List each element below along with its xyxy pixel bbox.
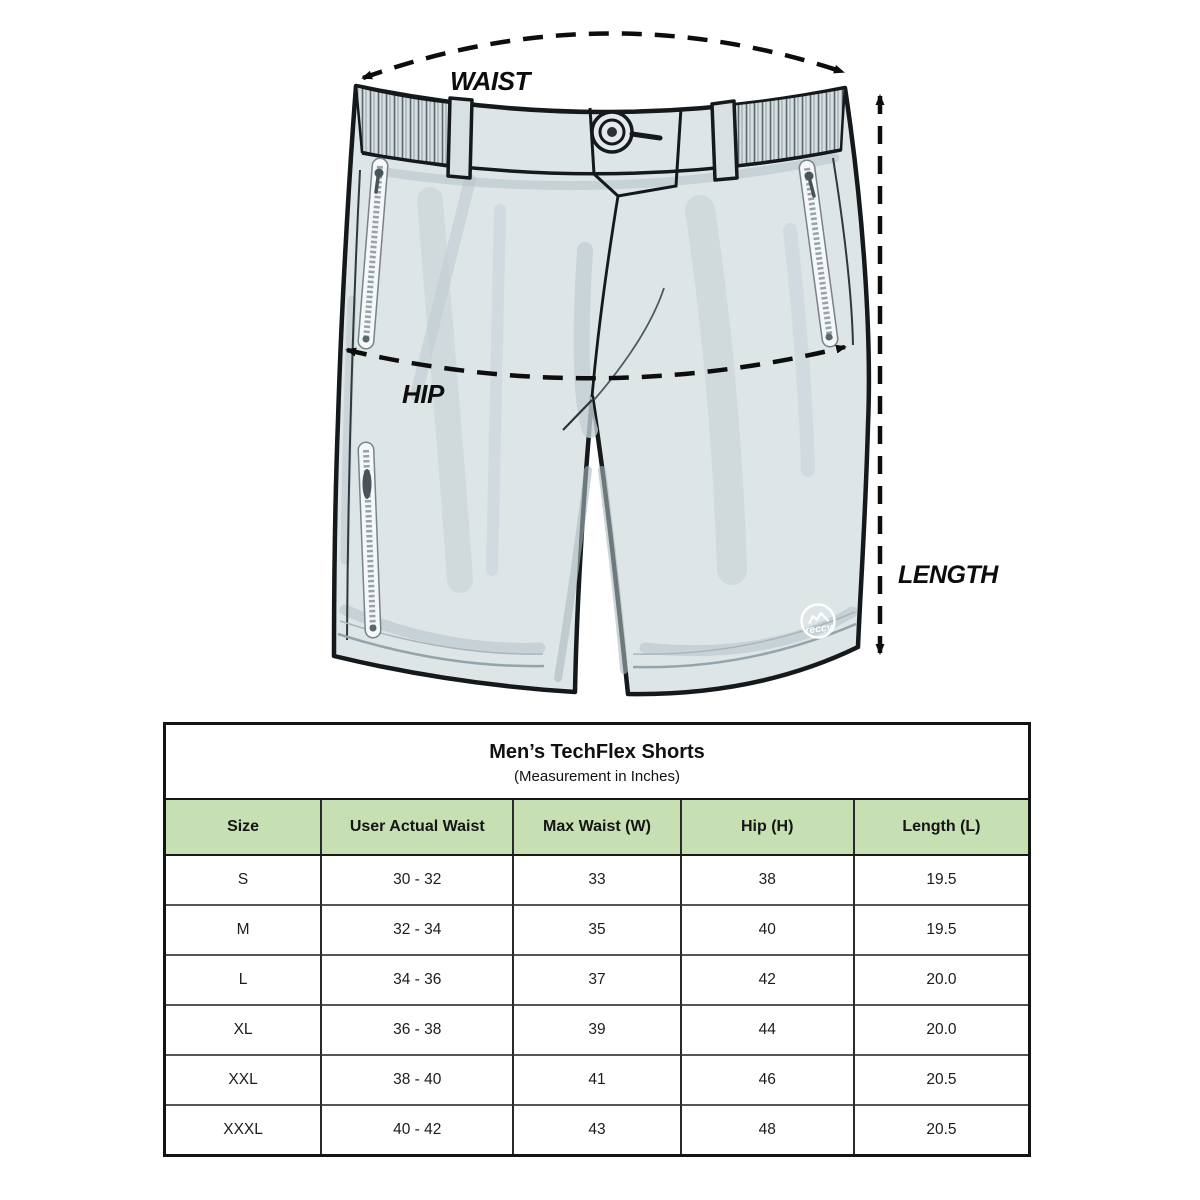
logo-text: reccy <box>804 621 834 637</box>
cell-max-waist: 35 <box>513 905 680 955</box>
belt-loop-left <box>448 98 472 178</box>
cell-user-waist: 40 - 42 <box>321 1105 513 1154</box>
cell-length: 19.5 <box>854 855 1028 905</box>
chart-title-block <box>166 725 1028 800</box>
cell-size: L <box>166 955 321 1005</box>
header-row <box>166 800 1028 855</box>
cell-size: XXL <box>166 1055 321 1105</box>
table-row-s <box>166 855 1028 905</box>
zipper-left-lower <box>363 450 377 632</box>
cell-user-waist: 38 - 40 <box>321 1055 513 1105</box>
col-header-size: Size <box>166 800 321 855</box>
cell-length: 20.0 <box>854 955 1028 1005</box>
cell-max-waist: 33 <box>513 855 680 905</box>
length-label: LENGTH <box>898 561 998 589</box>
zipper-pull <box>805 172 814 181</box>
size-chart <box>163 722 1031 1157</box>
cell-length: 20.0 <box>854 1005 1028 1055</box>
cell-hip: 48 <box>681 1105 854 1154</box>
belt-loop-right <box>712 101 737 180</box>
cell-hip: 46 <box>681 1055 854 1105</box>
cell-user-waist: 32 - 34 <box>321 905 513 955</box>
cell-size: XL <box>166 1005 321 1055</box>
table-row-xxxl <box>166 1105 1028 1154</box>
table-row-l <box>166 955 1028 1005</box>
table-row-xl <box>166 1005 1028 1055</box>
cell-max-waist: 43 <box>513 1105 680 1154</box>
cell-size: M <box>166 905 321 955</box>
cell-length: 20.5 <box>854 1055 1028 1105</box>
cell-max-waist: 39 <box>513 1005 680 1055</box>
cell-length: 19.5 <box>854 905 1028 955</box>
cell-max-waist: 37 <box>513 955 680 1005</box>
col-header-hip: Hip (H) <box>681 800 854 855</box>
cell-hip: 42 <box>681 955 854 1005</box>
zipper-pull <box>363 469 372 499</box>
col-header-length: Length (L) <box>854 800 1028 855</box>
chart-subtitle: (Measurement in Inches) <box>514 768 680 785</box>
table-row-xxl <box>166 1055 1028 1105</box>
cell-max-waist: 41 <box>513 1055 680 1105</box>
cell-user-waist: 30 - 32 <box>321 855 513 905</box>
col-header-user-actual-waist: User Actual Waist <box>321 800 513 855</box>
cell-hip: 40 <box>681 905 854 955</box>
cell-size: XXXL <box>166 1105 321 1154</box>
cell-hip: 38 <box>681 855 854 905</box>
table-row-m <box>166 905 1028 955</box>
hip-label: HIP <box>402 379 444 409</box>
cell-user-waist: 34 - 36 <box>321 955 513 1005</box>
cell-size: S <box>237 871 249 888</box>
cell-user-waist: 36 - 38 <box>321 1005 513 1055</box>
chart-title: Men’s TechFlex Shorts <box>489 741 705 763</box>
zipper-pull <box>375 169 384 178</box>
size-table <box>166 800 1028 1154</box>
waist-measure-arc <box>363 33 843 78</box>
cell-length: 20.5 <box>854 1105 1028 1154</box>
cell-hip: 44 <box>681 1005 854 1055</box>
col-header-max-waist: Max Waist (W) <box>513 800 680 855</box>
waist-label: WAIST <box>450 66 530 96</box>
